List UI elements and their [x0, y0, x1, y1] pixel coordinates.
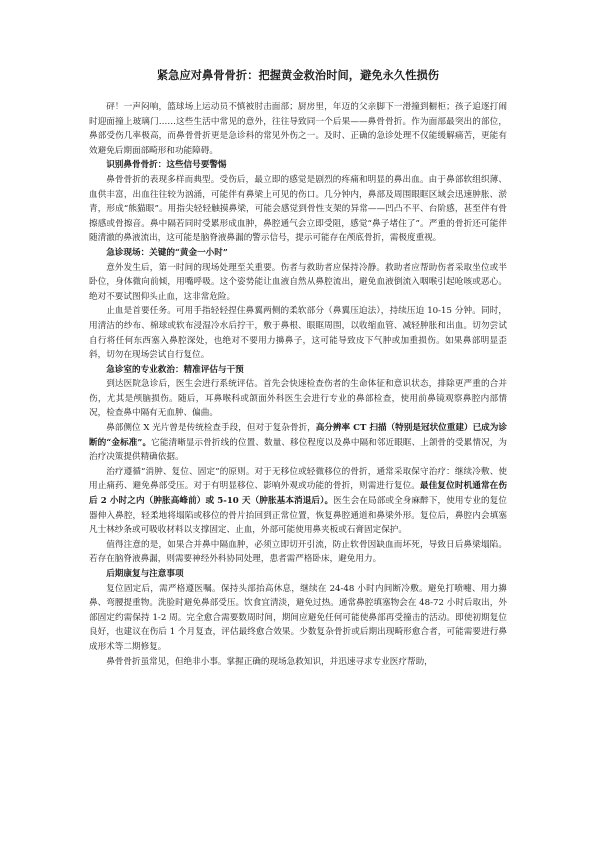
section-heading-onsite: 急诊现场：关键的“黄金一小时”	[106, 247, 228, 258]
article	[89, 68, 507, 669]
section-paragraph: 复位固定后，需严格遵医嘱。保持头部抬高休息，继续在 24-48 小时内间断冷敷。避免打喷嚏、用力擤鼻、弯腰提重物。洗脸时避免鼻部受压。饮食宜清淡，避免过热。通常鼻腔填塞物会在 48-72 小时后取出，外部固定约需保持 1-2 周。完全愈合需要数周时间，期间应避免任何可能使鼻部再受撞击的活动。即使初期复位良好，也建议在伤后 1 个月复查，评估最终愈合效果。少数复杂骨折或后期出现畸形愈合者，可能需要进行鼻成形术等二期修复。	[89, 583, 507, 652]
section-paragraph: 意外发生后，第一时间的现场处理至关重要。伤者与救助者应保持冷静。救助者应帮助伤者采取坐位或半卧位，身体微向前倾，用嘴呼吸。这个姿势能让血液自然从鼻腔流出，避免血液倒流入咽喉引起呛咳或恶心。绝对不要试图仰头止血，这非常危险。	[89, 262, 507, 302]
article-title: 紧急应对鼻骨骨折：把握黄金救治时间，避免永久性损伤	[156, 68, 440, 82]
section-heading-identify: 识别鼻骨骨折：这些信号要警惕	[106, 160, 227, 171]
section-paragraph: 到达医院急诊后，医生会进行系统评估。首先会快速检查伤者的生命体征和意识状态，排除更严重的合并伤，尤其是颅脑损伤。随后，耳鼻喉科或颌面外科医生会进行专业的鼻部检查，使用前鼻镜观察鼻腔内部情况，检查鼻中隔有无血肿、偏曲。	[89, 379, 507, 419]
section-paragraph	[89, 465, 507, 538]
emphasis-text: 高分辨率 CT 扫描（特别是冠状位重建）已成为诊断的“金标准”。	[89, 423, 507, 448]
section-paragraph: 止血是首要任务。可用手指轻轻捏住鼻翼两侧的柔软部分（鼻翼压迫法），持续压迫 10-15 分钟。同时，用清洁的纱布、棉球或软布浸湿冷水后拧干，敷于鼻根、眼眶周围，以收缩血管、减轻肿胀和出血。切勿尝试自行将任何东西塞入鼻腔深处，也绝对不要用力擤鼻子，这可能导致皮下气肿或加重损伤。如果鼻部明显歪斜，切勿在现场尝试自行复位。	[89, 306, 507, 361]
section-paragraph: 鼻骨骨折虽常见，但绝非小事。掌握正确的现场急救知识，并迅速寻求专业医疗帮助，	[106, 656, 433, 667]
section-heading-hospital: 急诊室的专业救治：精准评估与干预	[106, 364, 244, 375]
section-paragraph: 鼻骨骨折的表现多样而典型。受伤后，最立即的感觉是剧烈的疼痛和明显的鼻出血。由于鼻部软组织薄、血供丰富，出血往往较为汹涌，可能伴有鼻梁上可见的伤口。几分钟内，鼻部及周围眼眶区域会迅速肿胀、淤青，形成“熊猫眼”。用指尖轻轻触摸鼻梁，可能会感觉到骨性支架的异常——凹凸不平、台阶感，甚至伴有骨擦感或骨擦音。鼻中隔若同时受累形成血肿，鼻腔通气会立即受阻，感觉“鼻子堵住了”。严重的骨折还可能伴随清澈的鼻液流出，这可能是脑脊液鼻漏的警示信号，提示可能存在颅底骨折，需极度重视。	[89, 174, 507, 244]
paragraph-text: 它能清晰显示骨折线的位置、数量、移位程度以及鼻中隔和邻近眼眶、上颌骨的受累情况，为治疗决策提供精确依据。	[89, 437, 507, 463]
paragraph-text: 医生会在局部或全身麻醉下，使用专业的复位器伸入鼻腔，轻柔地将塌陷或移位的骨片抬回到正常位置，恢复鼻腔通道和鼻梁外形。复位后，鼻腔内会填塞凡士林纱条或可吸收材料以支撑固定、止血，外部可能使用鼻夹板或石膏固定保护。	[89, 496, 507, 536]
intro-paragraph: 砰！一声闷响，篮球场上运动员不慎被肘击面部；厨房里，年迈的父亲脚下一滑撞到橱柜；孩子追逐打闹时迎面撞上玻璃门……这些生活中常见的意外，往往导致同一个后果——鼻骨骨折。作为面部最突出的部位，鼻部受伤几率极高，而鼻骨骨折更是急诊科的常见外伤之一。及时、正确的急诊处理不仅能缓解痛苦，更能有效避免后期面部畸形和功能障碍。	[89, 102, 507, 156]
section-paragraph: 值得注意的是，如果合并鼻中隔血肿，必须立即切开引流，防止软骨因缺血而坏死，导致日后鼻梁塌陷。若存在脑脊液鼻漏，则需要神经外科协同处理，患者需严格卧床，避免用力。	[89, 539, 507, 565]
paragraph-text: 治疗遵循“消肿、复位、固定”的原则。对于无移位或轻微移位的骨折，通常采取保守治疗：继续冷敷、使用止痛药、避免鼻部受压。对于有明显移位、影响外观或功能的骨折，则需进行复位。	[89, 466, 507, 492]
section-paragraph	[89, 421, 507, 465]
section-heading-recovery: 后期康复与注意事项	[106, 569, 184, 579]
emphasis-text: 最佳复位时机通常在伤后 2 小时之内（肿胀高峰前）或 5-10 天（肿胀基本消退后）。	[89, 481, 507, 507]
paragraph-text: 鼻部侧位 X 光片曾是传统检查手段，但对于复杂骨折，	[106, 423, 316, 434]
